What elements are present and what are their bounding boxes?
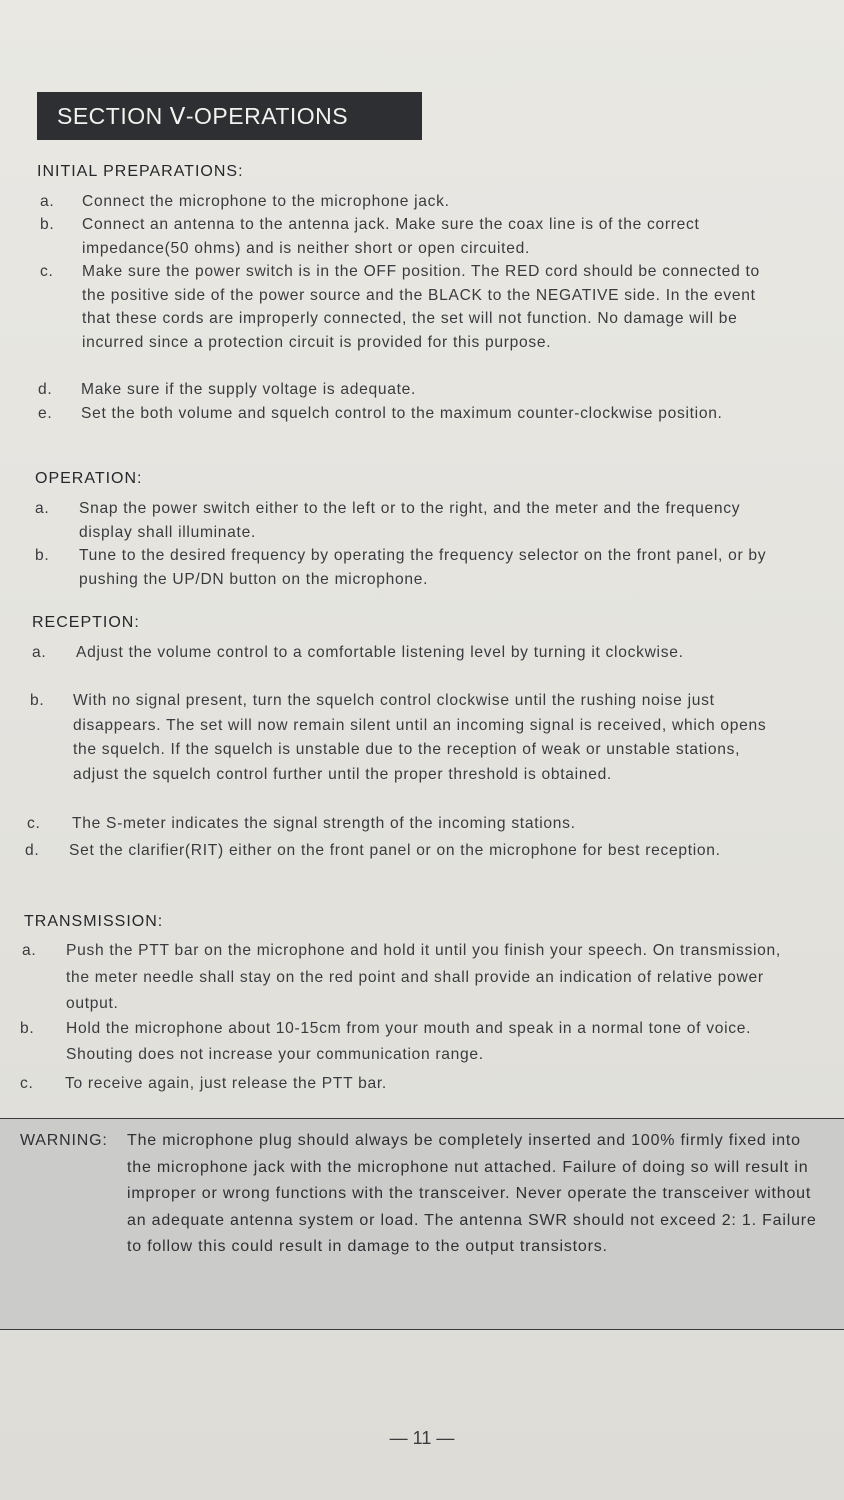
item-text: Make sure if the supply voltage is adequate. bbox=[81, 381, 417, 398]
item-label: c. bbox=[20, 1075, 34, 1092]
transmission-heading: TRANSMISSION: bbox=[24, 913, 164, 930]
item-label: e. bbox=[38, 405, 53, 422]
item-text: Push the PTT bar on the microphone and hold it until you finish your speech. On transmission, the meter needle shall stay on the red point and shall provide an indication of relative power output. bbox=[66, 942, 781, 1012]
item-label: d. bbox=[25, 842, 40, 859]
operation-heading: OPERATION: bbox=[35, 470, 143, 487]
item-label: c. bbox=[27, 815, 41, 832]
item-text: Connect an antenna to the antenna jack. Make sure the coax line is of the correct impedance(50 ohms) and is neither short or open circuited. bbox=[82, 216, 700, 257]
item-text: Tune to the desired frequency by operating the frequency selector on the front panel, or by pushing the UP/DN button on the microphone. bbox=[79, 547, 767, 588]
item-label: b. bbox=[40, 216, 55, 233]
item-text: With no signal present, turn the squelch control clockwise until the rushing noise just disappears. The set will now remain silent until an incoming signal is received, which opens the squelch. If the squelch is unstable due to the reception of weak or unstable stations, adjust the squelch control further until the proper threshold is obtained. bbox=[73, 692, 767, 783]
item-label: c. bbox=[40, 263, 54, 280]
item-label: a. bbox=[32, 644, 47, 661]
warning-text: The microphone plug should always be completely inserted and 100% firmly fixed into the microphone jack with the microphone nut attached. Failure of doing so will result in improper or wrong functions with the transceiver. Never operate the transceiver without an adequate antenna system or load. The antenna SWR should not exceed 2: 1. Failure to follow this could result in damage to the output transistors. bbox=[127, 1132, 817, 1255]
warning-label: WARNING: bbox=[20, 1132, 108, 1149]
item-label: a. bbox=[35, 500, 50, 517]
item-text: Set the clarifier(RIT) either on the front panel or on the microphone for best reception. bbox=[69, 842, 721, 859]
item-text: Snap the power switch either to the left or to the right, and the meter and the frequency display shall illuminate. bbox=[79, 500, 741, 541]
section-header bbox=[37, 92, 422, 140]
item-label: b. bbox=[35, 547, 50, 564]
item-text: Make sure the power switch is in the OFF position. The RED cord should be connected to the positive side of the power source and the BLACK to the NEGATIVE side. In the event that these cords are improperly connected, the set will not function. No damage will be incurred since a protection circuit is provided for this purpose. bbox=[82, 263, 760, 351]
initial-preparations-heading: INITIAL PREPARATIONS: bbox=[37, 163, 244, 180]
item-label: b. bbox=[20, 1020, 35, 1037]
item-label: b. bbox=[30, 692, 45, 709]
page-number: — 11 — bbox=[389, 1428, 455, 1448]
item-text: Adjust the volume control to a comfortable listening level by turning it clockwise. bbox=[76, 644, 684, 661]
item-text: The S-meter indicates the signal strength of the incoming stations. bbox=[72, 815, 576, 832]
item-text: Connect the microphone to the microphone jack. bbox=[82, 193, 450, 210]
item-label: a. bbox=[22, 942, 37, 959]
item-label: a. bbox=[40, 193, 55, 210]
item-text: To receive again, just release the PTT bar. bbox=[65, 1075, 387, 1092]
item-text: Hold the microphone about 10-15cm from your mouth and speak in a normal tone of voice. Shouting does not increase your communication range. bbox=[66, 1020, 752, 1063]
item-text: Set the both volume and squelch control to the maximum counter-clockwise position. bbox=[81, 405, 723, 422]
section-title: SECTION Ⅴ-OPERATIONS bbox=[57, 102, 349, 129]
reception-heading: RECEPTION: bbox=[32, 614, 140, 631]
item-label: d. bbox=[38, 381, 53, 398]
